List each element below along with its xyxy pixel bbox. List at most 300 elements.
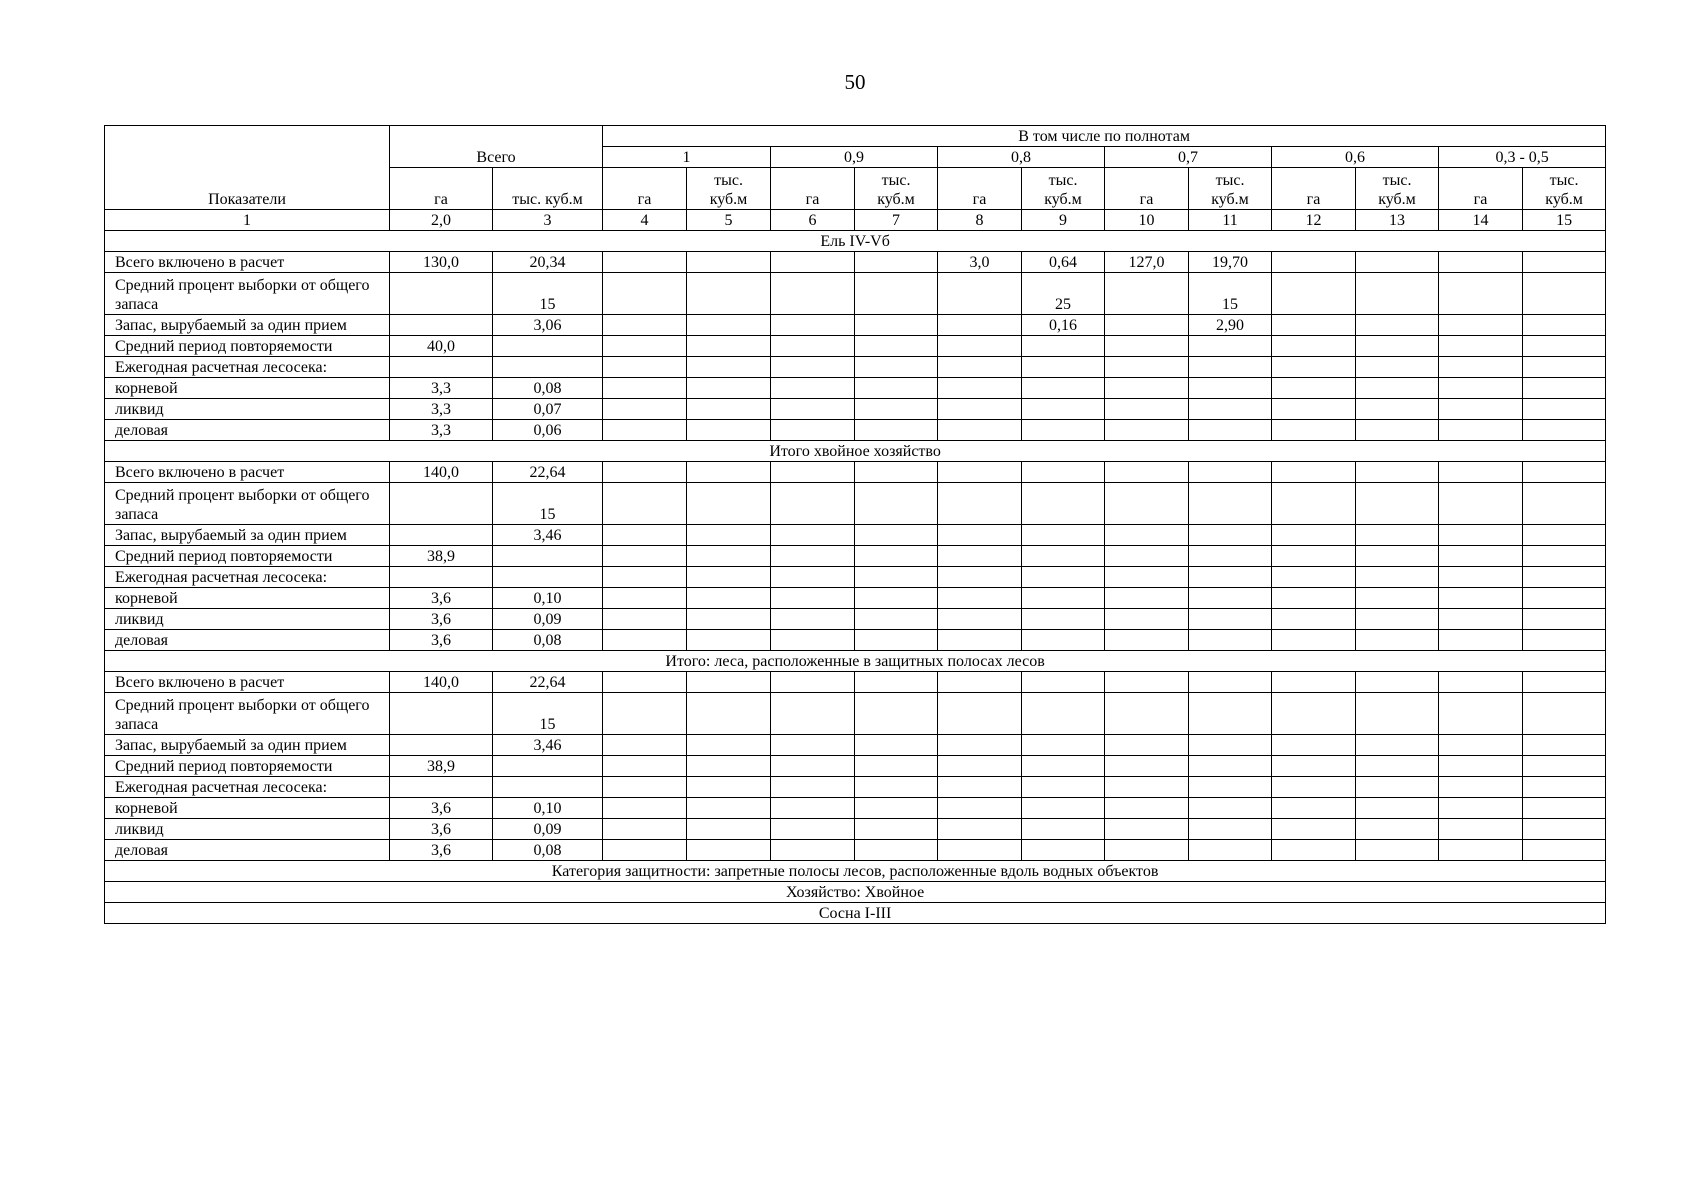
- table-cell: [771, 462, 855, 483]
- row-label: Средний период повторяемости: [105, 756, 390, 777]
- table-cell: [771, 693, 855, 735]
- header-unit-ha: га: [1272, 168, 1356, 210]
- header-density-0-8: 0,8: [938, 147, 1105, 168]
- table-cell: [1105, 567, 1189, 588]
- table-cell: [603, 420, 687, 441]
- table-cell: [1189, 756, 1272, 777]
- table-cell: [1272, 546, 1356, 567]
- table-cell: [1272, 567, 1356, 588]
- table-cell: [1356, 756, 1439, 777]
- table-cell: 140,0: [390, 462, 493, 483]
- table-cell: [390, 483, 493, 525]
- table-cell: [1105, 693, 1189, 735]
- table-cell: [603, 735, 687, 756]
- table-cell: [771, 567, 855, 588]
- table-cell: [938, 546, 1022, 567]
- header-unit-ha: га: [1105, 168, 1189, 210]
- table-cell: 40,0: [390, 336, 493, 357]
- row-label: деловая: [105, 840, 390, 861]
- table-cell: [603, 252, 687, 273]
- table-cell: [1272, 840, 1356, 861]
- table-cell: [603, 840, 687, 861]
- section-title: Итого хвойное хозяйство: [105, 441, 1606, 462]
- table-cell: 15: [493, 273, 603, 315]
- table-cell: [1356, 357, 1439, 378]
- table-cell: [855, 252, 938, 273]
- table-cell: [1272, 609, 1356, 630]
- table-cell: [1189, 588, 1272, 609]
- table-cell: [1105, 840, 1189, 861]
- table-row: [105, 252, 1606, 273]
- table-cell: [1189, 819, 1272, 840]
- table-cell: [771, 609, 855, 630]
- table-cell: [603, 336, 687, 357]
- table-cell: [390, 273, 493, 315]
- table-cell: [1022, 735, 1105, 756]
- table-cell: [1105, 819, 1189, 840]
- table-cell: [603, 462, 687, 483]
- header-unit-volume: [1356, 168, 1439, 210]
- table-cell: [687, 630, 771, 651]
- section-title-row: [105, 231, 1606, 252]
- table-cell: [687, 672, 771, 693]
- table-cell: [1105, 336, 1189, 357]
- table-cell: [1105, 798, 1189, 819]
- table-cell: [1272, 693, 1356, 735]
- table-cell: [687, 840, 771, 861]
- table-cell: [1272, 315, 1356, 336]
- table-cell: [687, 819, 771, 840]
- table-cell: [493, 756, 603, 777]
- table-cell: [687, 777, 771, 798]
- section-title: Ель IV-Vб: [105, 231, 1606, 252]
- table-cell: [1105, 630, 1189, 651]
- table-row: [105, 546, 1606, 567]
- table-cell: [1189, 357, 1272, 378]
- table-cell: [687, 462, 771, 483]
- table-cell: [1356, 525, 1439, 546]
- table-cell: [1439, 336, 1523, 357]
- table-cell: [938, 378, 1022, 399]
- table-cell: [1022, 693, 1105, 735]
- table-cell: 0,08: [493, 840, 603, 861]
- row-label: Средний процент выборки от общего запаса: [105, 693, 390, 735]
- table-cell: [1189, 630, 1272, 651]
- table-cell: [1189, 693, 1272, 735]
- table-cell: [938, 630, 1022, 651]
- table-cell: [687, 735, 771, 756]
- table-cell: [687, 315, 771, 336]
- footer-title: Хозяйство: Хвойное: [105, 882, 1606, 903]
- table-cell: [1022, 336, 1105, 357]
- table-cell: [1189, 420, 1272, 441]
- table-cell: [1189, 462, 1272, 483]
- table-header: [105, 126, 1606, 231]
- table-cell: [603, 630, 687, 651]
- table-cell: 127,0: [1105, 252, 1189, 273]
- table-cell: [855, 609, 938, 630]
- table-cell: [603, 399, 687, 420]
- header-row-1: [105, 126, 1606, 147]
- table-cell: [603, 609, 687, 630]
- table-cell: 15: [493, 483, 603, 525]
- table-cell: [938, 798, 1022, 819]
- table-cell: [687, 336, 771, 357]
- table-cell: [1272, 462, 1356, 483]
- table-cell: [1523, 672, 1606, 693]
- row-label: Запас, вырубаемый за один прием: [105, 315, 390, 336]
- header-unit-volume: [1022, 168, 1105, 210]
- table-cell: [493, 567, 603, 588]
- table-cell: [687, 399, 771, 420]
- table-cell: 3,3: [390, 399, 493, 420]
- table-row: [105, 378, 1606, 399]
- table-cell: [603, 819, 687, 840]
- table-cell: [603, 378, 687, 399]
- table-cell: [1523, 462, 1606, 483]
- row-label: Средний период повторяемости: [105, 546, 390, 567]
- table-cell: [603, 756, 687, 777]
- table-cell: 3,6: [390, 798, 493, 819]
- table-cell: [687, 567, 771, 588]
- table-cell: [390, 357, 493, 378]
- table-cell: 0,06: [493, 420, 603, 441]
- table-cell: 3,6: [390, 609, 493, 630]
- table-cell: [1105, 735, 1189, 756]
- table-cell: [1439, 756, 1523, 777]
- table-cell: 0,64: [1022, 252, 1105, 273]
- table-cell: [1523, 399, 1606, 420]
- table-cell: 19,70: [1189, 252, 1272, 273]
- table-cell: [1105, 399, 1189, 420]
- table-cell: [1356, 399, 1439, 420]
- table-cell: [1439, 630, 1523, 651]
- table-cell: [855, 420, 938, 441]
- table-cell: [687, 693, 771, 735]
- table-cell: [1356, 819, 1439, 840]
- table-cell: [1105, 546, 1189, 567]
- table-cell: 3,6: [390, 630, 493, 651]
- table-cell: [1189, 840, 1272, 861]
- table-cell: 0,07: [493, 399, 603, 420]
- table-cell: [687, 525, 771, 546]
- table-cell: [938, 315, 1022, 336]
- table-row: [105, 630, 1606, 651]
- table-cell: [493, 336, 603, 357]
- table-cell: 2,90: [1189, 315, 1272, 336]
- table-row: [105, 735, 1606, 756]
- table-cell: [687, 798, 771, 819]
- header-unit-ha: га: [603, 168, 687, 210]
- table-cell: [603, 693, 687, 735]
- table-cell: [1272, 756, 1356, 777]
- table-cell: [687, 273, 771, 315]
- table-cell: [938, 420, 1022, 441]
- table-cell: [1439, 357, 1523, 378]
- column-number: 15: [1523, 210, 1606, 231]
- table-cell: [603, 525, 687, 546]
- table-cell: [771, 483, 855, 525]
- table-cell: [1272, 588, 1356, 609]
- table-cell: [1439, 315, 1523, 336]
- table-row: [105, 357, 1606, 378]
- table-cell: [1105, 273, 1189, 315]
- table-cell: [1356, 273, 1439, 315]
- table-cell: 3,0: [938, 252, 1022, 273]
- table-cell: [1189, 399, 1272, 420]
- table-cell: [1356, 777, 1439, 798]
- table-cell: [1272, 483, 1356, 525]
- table-cell: [771, 777, 855, 798]
- column-number: 12: [1272, 210, 1356, 231]
- table-body: [105, 231, 1606, 924]
- row-label: Всего включено в расчет: [105, 252, 390, 273]
- table-cell: [855, 735, 938, 756]
- table-cell: [855, 819, 938, 840]
- unit-volume-line1: тыс.: [714, 172, 743, 189]
- table-cell: [938, 735, 1022, 756]
- table-cell: [1272, 336, 1356, 357]
- table-cell: [855, 756, 938, 777]
- header-density-0-7: 0,7: [1105, 147, 1272, 168]
- column-number: 5: [687, 210, 771, 231]
- table-cell: [1439, 252, 1523, 273]
- header-density-0-3-0-5: 0,3 - 0,5: [1439, 147, 1606, 168]
- table-row: [105, 273, 1606, 315]
- table-cell: 3,46: [493, 525, 603, 546]
- row-label: Запас, вырубаемый за один прием: [105, 735, 390, 756]
- header-indicators: Показатели: [105, 126, 390, 210]
- table-cell: [603, 315, 687, 336]
- table-row: [105, 588, 1606, 609]
- table-cell: [938, 399, 1022, 420]
- table-cell: [771, 798, 855, 819]
- row-label: ликвид: [105, 819, 390, 840]
- table-cell: [1523, 777, 1606, 798]
- table-cell: [1022, 819, 1105, 840]
- table-cell: [687, 483, 771, 525]
- table-cell: [1439, 273, 1523, 315]
- table-cell: 3,3: [390, 378, 493, 399]
- row-label: Всего включено в расчет: [105, 672, 390, 693]
- row-label: ликвид: [105, 399, 390, 420]
- table-cell: [1189, 567, 1272, 588]
- table-cell: [1356, 378, 1439, 399]
- table-cell: 20,34: [493, 252, 603, 273]
- table-cell: [771, 546, 855, 567]
- table-cell: [603, 483, 687, 525]
- table-cell: [1022, 357, 1105, 378]
- table-cell: [687, 378, 771, 399]
- table-cell: 3,46: [493, 735, 603, 756]
- column-number: 10: [1105, 210, 1189, 231]
- row-label: деловая: [105, 420, 390, 441]
- table-cell: [1523, 693, 1606, 735]
- section-title-row: [105, 441, 1606, 462]
- table-cell: [855, 546, 938, 567]
- table-cell: [938, 756, 1022, 777]
- table-cell: [855, 567, 938, 588]
- table-cell: [390, 777, 493, 798]
- table-cell: [938, 336, 1022, 357]
- footer-title: Категория защитности: запретные полосы лесов, расположенные вдоль водных объектов: [105, 861, 1606, 882]
- table-cell: [938, 483, 1022, 525]
- table-cell: [938, 567, 1022, 588]
- row-label: корневой: [105, 588, 390, 609]
- table-cell: [1356, 735, 1439, 756]
- table-cell: [1356, 798, 1439, 819]
- table-cell: [687, 546, 771, 567]
- column-number: 13: [1356, 210, 1439, 231]
- row-label: корневой: [105, 798, 390, 819]
- header-unit-ha: га: [771, 168, 855, 210]
- header-unit-volume: [855, 168, 938, 210]
- table-cell: [855, 672, 938, 693]
- column-number: 7: [855, 210, 938, 231]
- row-label: Ежегодная расчетная лесосека:: [105, 567, 390, 588]
- row-label: корневой: [105, 378, 390, 399]
- table-cell: [1356, 546, 1439, 567]
- column-number: 6: [771, 210, 855, 231]
- table-cell: [687, 420, 771, 441]
- table-cell: [1523, 567, 1606, 588]
- table-cell: [493, 777, 603, 798]
- table-cell: [603, 588, 687, 609]
- table-cell: [1022, 777, 1105, 798]
- table-cell: 3,6: [390, 840, 493, 861]
- table-row: [105, 567, 1606, 588]
- header-density-1: 1: [603, 147, 771, 168]
- table-cell: [1272, 735, 1356, 756]
- table-cell: [1022, 525, 1105, 546]
- table-cell: [1272, 525, 1356, 546]
- table-cell: 22,64: [493, 462, 603, 483]
- table-cell: [1439, 588, 1523, 609]
- table-cell: [603, 672, 687, 693]
- table-cell: [1523, 378, 1606, 399]
- table-cell: [603, 567, 687, 588]
- table-row: [105, 420, 1606, 441]
- table-cell: [1439, 798, 1523, 819]
- unit-volume-line2: куб.м: [709, 191, 748, 208]
- table-cell: [493, 546, 603, 567]
- table-cell: [1356, 672, 1439, 693]
- table-row: [105, 462, 1606, 483]
- table-cell: [687, 252, 771, 273]
- table-cell: [1189, 735, 1272, 756]
- table-cell: [1523, 546, 1606, 567]
- table-cell: [771, 525, 855, 546]
- table-cell: [938, 840, 1022, 861]
- table-cell: [855, 525, 938, 546]
- table-cell: [687, 357, 771, 378]
- row-label: Средний период повторяемости: [105, 336, 390, 357]
- table-cell: [390, 525, 493, 546]
- table-cell: 0,08: [493, 378, 603, 399]
- unit-volume-line2: куб.м: [1545, 191, 1583, 208]
- table-cell: [1272, 357, 1356, 378]
- table-cell: [1105, 756, 1189, 777]
- unit-volume-line1: тыс.: [1549, 172, 1579, 189]
- table-cell: [771, 273, 855, 315]
- table-cell: [1105, 462, 1189, 483]
- row-label: Запас, вырубаемый за один прием: [105, 525, 390, 546]
- column-number: 1: [105, 210, 390, 231]
- table-cell: [771, 315, 855, 336]
- table-cell: [855, 840, 938, 861]
- table-cell: [1022, 630, 1105, 651]
- row-label: Средний процент выборки от общего запаса: [105, 483, 390, 525]
- table-cell: 3,6: [390, 588, 493, 609]
- table-cell: [390, 693, 493, 735]
- table-cell: [1439, 735, 1523, 756]
- table-cell: 15: [1189, 273, 1272, 315]
- table-cell: [771, 840, 855, 861]
- table-cell: [855, 399, 938, 420]
- table-cell: [687, 609, 771, 630]
- table-cell: [1523, 588, 1606, 609]
- table-cell: 130,0: [390, 252, 493, 273]
- table-cell: [938, 273, 1022, 315]
- table-row: [105, 756, 1606, 777]
- table-cell: [1272, 399, 1356, 420]
- table-row: [105, 525, 1606, 546]
- table-cell: [1272, 798, 1356, 819]
- row-label: Ежегодная расчетная лесосека:: [105, 777, 390, 798]
- table-cell: [1022, 672, 1105, 693]
- table-row: [105, 819, 1606, 840]
- table-cell: [938, 672, 1022, 693]
- unit-volume-line1: тыс.: [1215, 172, 1245, 189]
- table-cell: 15: [493, 693, 603, 735]
- table-cell: [1105, 588, 1189, 609]
- table-row: [105, 798, 1606, 819]
- column-number: 8: [938, 210, 1022, 231]
- table-cell: [938, 693, 1022, 735]
- unit-volume-line1: тыс.: [1382, 172, 1412, 189]
- table-cell: [1356, 462, 1439, 483]
- table-cell: 38,9: [390, 756, 493, 777]
- table-row: [105, 609, 1606, 630]
- table-cell: [1022, 567, 1105, 588]
- row-label: Ежегодная расчетная лесосека:: [105, 357, 390, 378]
- header-unit-volume: [687, 168, 771, 210]
- table-cell: [1022, 798, 1105, 819]
- table-cell: [1356, 336, 1439, 357]
- table-cell: [1523, 252, 1606, 273]
- table-cell: [1189, 777, 1272, 798]
- column-number: 9: [1022, 210, 1105, 231]
- table-cell: [1356, 567, 1439, 588]
- table-cell: [771, 378, 855, 399]
- table-cell: [1439, 483, 1523, 525]
- table-cell: 140,0: [390, 672, 493, 693]
- table-cell: [771, 819, 855, 840]
- table-cell: [1022, 420, 1105, 441]
- table-cell: 3,06: [493, 315, 603, 336]
- table-cell: [1272, 252, 1356, 273]
- table-cell: [603, 546, 687, 567]
- table-cell: [855, 315, 938, 336]
- table-cell: [938, 462, 1022, 483]
- table-cell: [1439, 672, 1523, 693]
- table-cell: [1105, 378, 1189, 399]
- row-label: Всего включено в расчет: [105, 462, 390, 483]
- table-cell: [1356, 630, 1439, 651]
- table-cell: [1439, 819, 1523, 840]
- table-row: [105, 399, 1606, 420]
- table-cell: [1272, 777, 1356, 798]
